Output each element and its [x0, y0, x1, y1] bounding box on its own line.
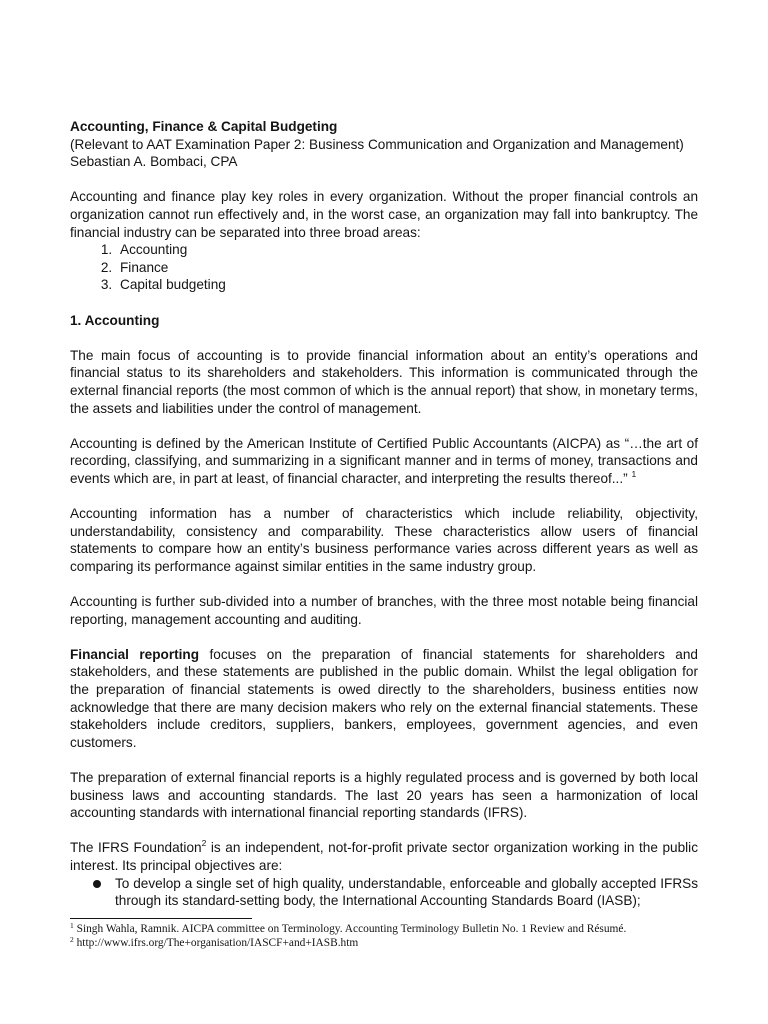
- bullet-icon: [93, 880, 101, 888]
- ifrs-foundation-text: is an independent, not-for-profit private sector organization working in the public interest. Its principal objectives are:: [70, 840, 698, 873]
- footnote-text: http://www.ifrs.org/The+organisation/IASCF+and+IASB.htm: [76, 937, 359, 949]
- regulation-paragraph: The preparation of external financial reports is a highly regulated process and is governed by both local business laws and accounting standards. The last 20 years has seen a harmonization of local accounting standards with international financial reporting standards (IFRS).: [70, 769, 698, 821]
- document-body: [70, 118, 698, 910]
- footnote-text: Singh Wahla, Ramnik. AICPA committee on Terminology. Accounting Terminology Bulletin No. 1 Review and Résumé.: [76, 923, 627, 935]
- footnote-number: 1: [70, 921, 74, 930]
- footnote: [70, 936, 710, 950]
- characteristics-paragraph: Accounting information has a number of characteristics which include reliability, objectivity, understandability, consistency and comparability. These characteristics allow users of financial statements to compare how an entity’s business performance varies across different years as well as comparing its performance against similar entities in the same industry group.: [70, 506, 698, 574]
- document-title: Accounting, Finance & Capital Budgeting: [70, 119, 338, 134]
- ifrs-foundation-paragraph: [70, 839, 698, 874]
- list-item: 3. Capital budgeting: [116, 276, 698, 294]
- financial-reporting-text: focuses on the preparation of financial statements for shareholders and stakeholders, and these statements are published in the public domain. Whilst the legal obligation for the preparation of financial statements is owed directly to the shareholders, business entities now acknowledge that there are many decision makers who rely on the external financial statements. These stakeholders include creditors, suppliers, bankers, employees, government agencies, and even customers.: [70, 646, 698, 750]
- footnote-ref: 2: [201, 838, 207, 849]
- list-item: [115, 875, 698, 910]
- objectives-list: [70, 875, 698, 910]
- footnote-number: 2: [70, 935, 74, 944]
- aicpa-definition-paragraph: [70, 435, 698, 488]
- areas-list: [70, 241, 698, 294]
- footnote-divider: [70, 918, 252, 919]
- list-item: 2. Finance: [116, 259, 698, 277]
- section-heading: 1. Accounting: [70, 312, 160, 328]
- document-author: Sebastian A. Bombaci, CPA: [70, 154, 238, 170]
- list-item: 1. Accounting: [116, 241, 698, 259]
- financial-reporting-paragraph: [70, 646, 698, 752]
- branches-paragraph: Accounting is further sub-divided into a number of branches, with the three most notable being financial reporting, management accounting and auditing.: [70, 594, 698, 627]
- financial-reporting-term: Financial reporting: [70, 646, 200, 662]
- footnotes: [70, 922, 710, 950]
- accounting-focus-paragraph: The main focus of accounting is to provide financial information about an entity’s operations and financial status to its shareholders and stakeholders. This information is communicated through the external financial reports (the most common of which is the annual report) that show, in monetary terms, the assets and liabilities under the control of management.: [70, 347, 698, 416]
- intro-paragraph: Accounting and finance play key roles in every organization. Without the proper financial controls an organization cannot run effectively and, in the worst case, an organization may fall into bankruptcy. The financial industry can be separated into three broad areas:: [70, 189, 698, 240]
- objective-text: To develop a single set of high quality, understandable, enforceable and globally accepted IFRSs through its standard-setting body, the International Accounting Standards Board (IASB);: [115, 875, 698, 909]
- footnote-ref: 1: [631, 468, 637, 479]
- document-subtitle: (Relevant to AAT Examination Paper 2: Business Communication and Organization and Management): [70, 136, 684, 152]
- aicpa-definition-text: Accounting is defined by the American Institute of Certified Public Accountants (AICPA) as “…the art of recording, classifying, and summarizing in a significant manner and in terms of money, transactions and events which are, in part at least, of financial character, and interpreting the results thereof...”: [70, 435, 698, 486]
- ifrs-foundation-name: The IFRS Foundation: [70, 840, 202, 856]
- footnote: [70, 922, 710, 936]
